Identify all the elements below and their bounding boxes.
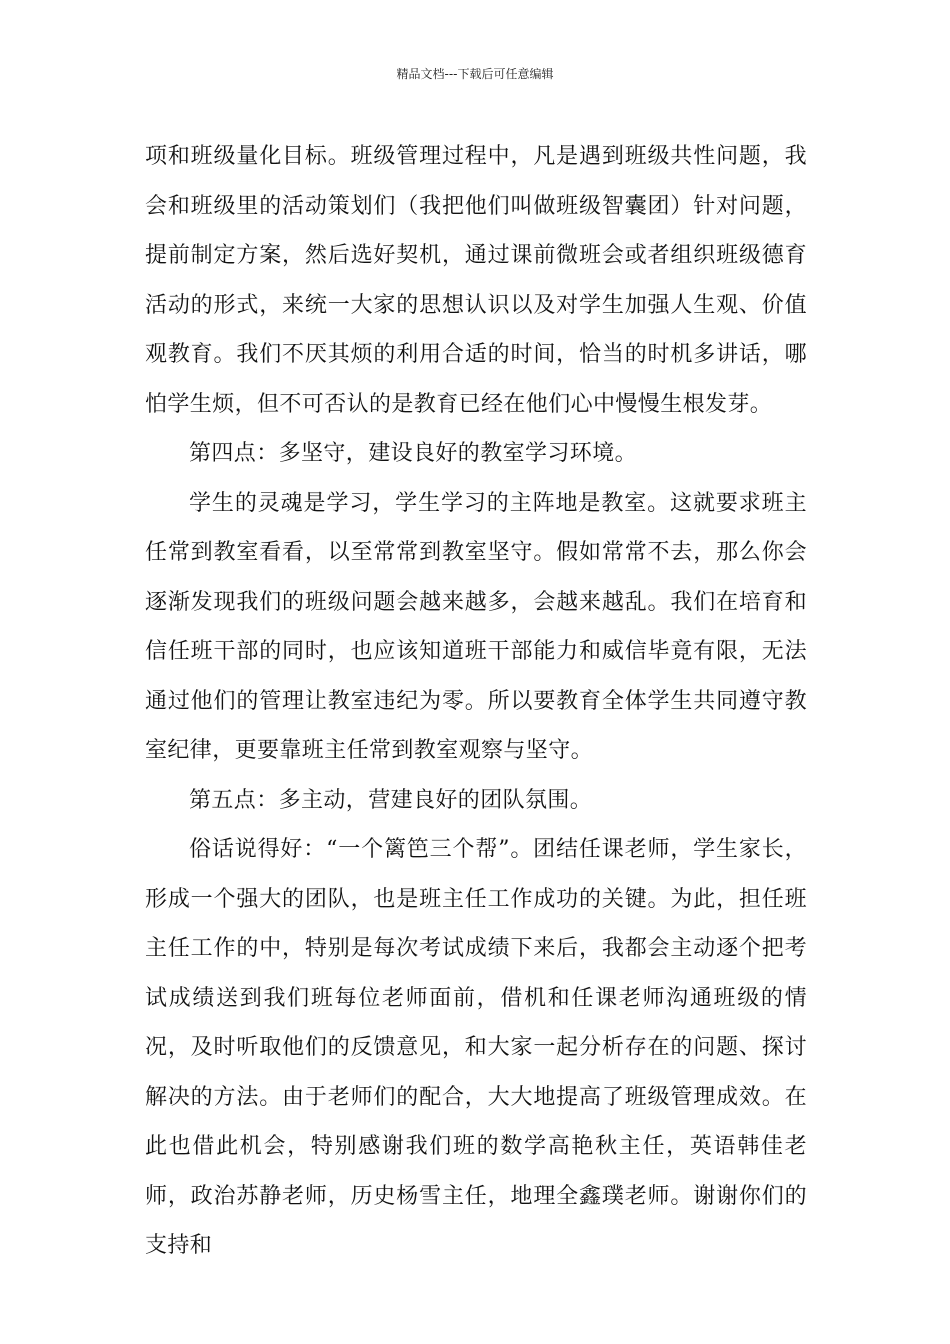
paragraph-continued: 项和班级量化目标。班级管理过程中，凡是遇到班级共性问题，我会和班级里的活动策划们（我把他们叫做班级智囊团）针对问题，提前制定方案，然后选好契机，通过课前微班会或者组织班级德育活动的形式，来统一大家的思想认识以及对学生加强人生观、价值观教育。我们不厌其烦的利用合适的时间，恰当的时机多讲话，哪怕学生烦，但不可否认的是教育已经在他们心中慢慢生根发芽。 [145,144,807,417]
paragraph-team-atmosphere: 俗话说得好：“一个篱笆三个帮”。团结任课老师，学生家长，形成一个强大的团队，也是班主任工作成功的关键。为此，担任班主任工作的中，特别是每次考试成绩下来后，我都会主动逐个把考试成绩送到我们班每位老师面前，借机和任课老师沟通班级的情况，及时听取他们的反馈意见，和大家一起分析存在的问题、探讨解决的方法。由于老师们的配合，大大地提高了班级管理成效。在此也借此机会，特别感谢我们班的数学高艳秋主任，英语韩佳老师，政治苏静老师，历史杨雪主任，地理全鑫璞老师。谢谢你们的支持和 [145,837,807,1258]
section-heading-point-four: 第四点：多坚守，建设良好的教室学习环境。 [189,441,638,466]
section-heading-point-five: 第五点：多主动，营建良好的团队氛围。 [189,787,593,813]
document-body [145,132,807,1271]
paragraph-classroom-environment: 学生的灵魂是学习，学生学习的主阵地是教室。这就要求班主任常到教室看看，以至常常到教室坚守。假如常常不去，那么你会逐渐发现我们的班级问题会越来越多，会越来越乱。我们在培育和信任班干部的同时，也应该知道班干部能力和威信毕竟有限，无法通过他们的管理让教室违纪为零。所以要教育全体学生共同遵守教室纪律，更要靠班主任常到教室观察与坚守。 [145,490,807,763]
page-header: 精品文档---下载后可任意编辑 [396,67,554,81]
